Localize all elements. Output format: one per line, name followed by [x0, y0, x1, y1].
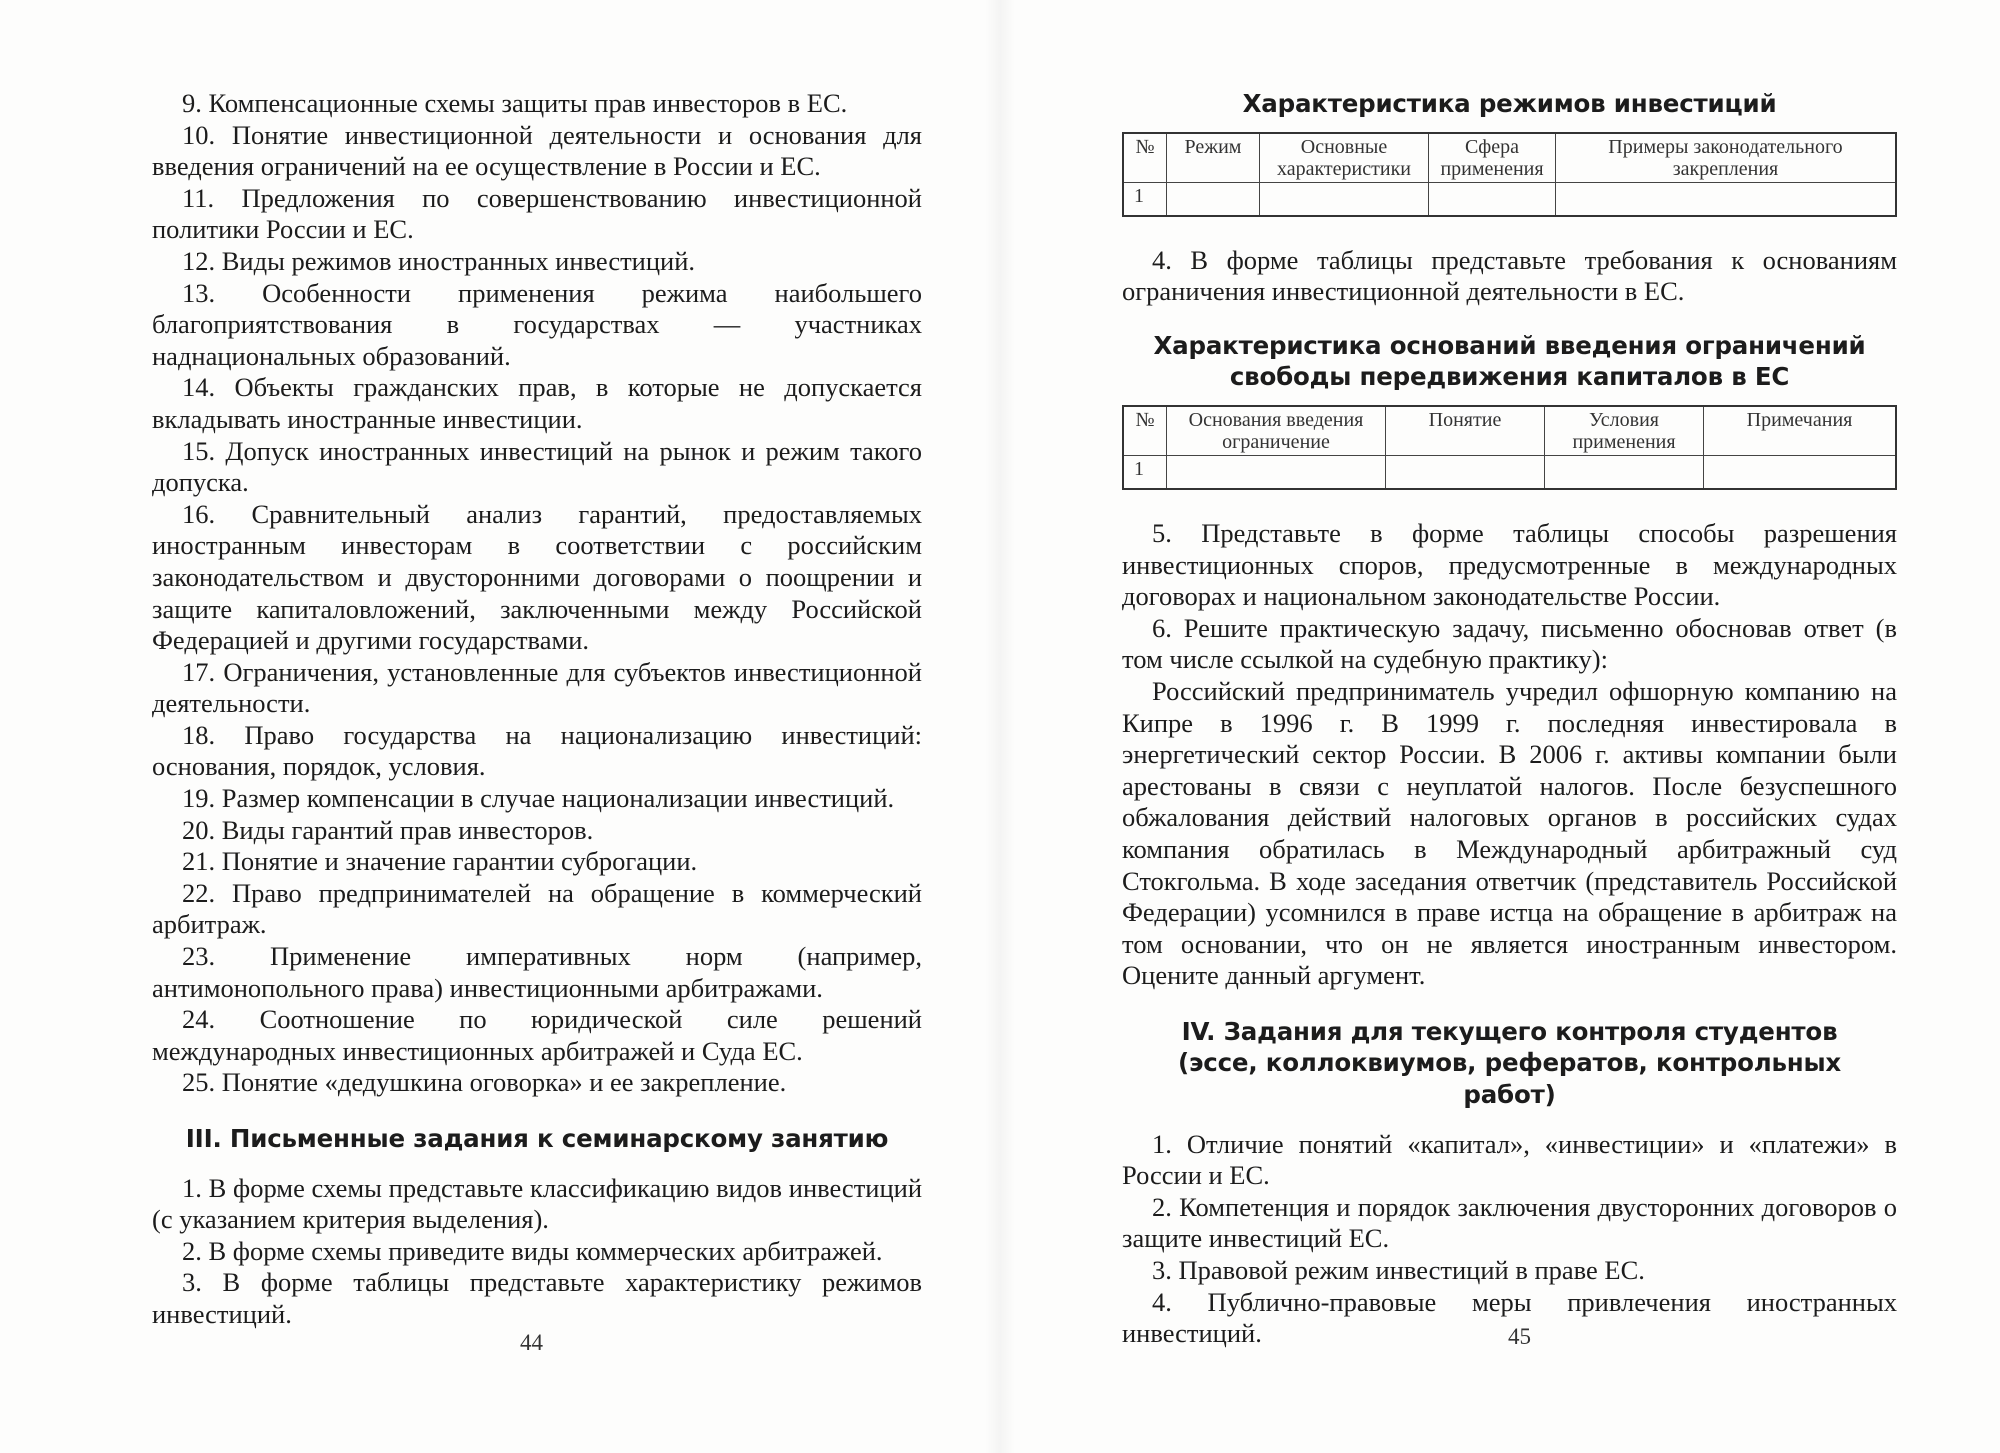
list-item: 16. Сравнительный анализ гарантий, предоставляемых иностранным инвесторам в соответствии с российским законодательством и двусторонними договорами о поощрении и защите капиталовложений, заключенными между Российской Федерацией и другими государствами.: [152, 498, 922, 656]
table-header-cell: Сфера применения: [1429, 133, 1556, 183]
table1-title: Характеристика режимов инвестиций: [1242, 89, 1777, 118]
table-cell: 1: [1123, 182, 1167, 216]
table-row: [1123, 455, 1896, 489]
table-cell: [1429, 182, 1556, 216]
list-item: 22. Право предпринимателей на обращение в коммерческий арбитраж.: [152, 877, 922, 940]
list-item: 17. Ограничения, установленные для субъектов инвестиционной деятельности.: [152, 656, 922, 719]
list-item: 21. Понятие и значение гарантии суброгации.: [182, 846, 698, 877]
list-item: 15. Допуск иностранных инвестиций на рынок и режим такого допуска.: [152, 435, 922, 498]
table-cell: [1556, 182, 1897, 216]
list-item: 2. Компетенция и порядок заключения двусторонних договоров о защите инвестиций ЕС.: [1122, 1191, 1897, 1254]
list-item: 19. Размер компенсации в случае национализации инвестиций.: [182, 783, 895, 814]
table-header-cell: Основные характеристики: [1260, 133, 1429, 183]
table-header-cell: №: [1123, 406, 1167, 456]
investment-regimes-table: [1122, 132, 1897, 217]
table-cell: [1545, 455, 1704, 489]
table-cell: [1167, 182, 1260, 216]
table-cell: 1: [1123, 455, 1167, 489]
task-item: 1. В форме схемы представьте классификацию видов инвестиций (с указанием критерия выделения).: [152, 1172, 922, 1235]
page-number-left: 44: [520, 1330, 543, 1355]
table-header-cell: Основания введения ограничение: [1167, 406, 1386, 456]
task-item: 5. Представьте в форме таблицы способы разрешения инвестиционных споров, предусмотренные в международных договорах и национальном законодательстве России.: [1122, 517, 1897, 612]
page-number-right: 45: [1508, 1324, 1531, 1349]
list-item: 11. Предложения по совершенствованию инвестиционной политики России и ЕС.: [152, 182, 922, 245]
list-item: 4. Публично-правовые меры привлечения иностранных инвестиций.: [1122, 1286, 1897, 1349]
table2-title: Характеристика оснований введения ограничений свободы передвижения капиталов в ЕС: [1153, 330, 1866, 392]
task-item: 3. В форме таблицы представьте характеристику режимов инвестиций.: [152, 1267, 922, 1329]
list-item: 23. Применение императивных норм (например, антимонопольного права) инвестиционными арбитражами.: [152, 941, 922, 1003]
section-heading-iii: III. Письменные задания к семинарскому занятию: [185, 1124, 889, 1153]
list-item: 18. Право государства на национализацию инвестиций: основания, порядок, условия.: [152, 719, 922, 782]
list-item: 10. Понятие инвестиционной деятельности и основания для введения ограничений на ее осуществление в России и ЕС.: [152, 119, 922, 182]
table-header-cell: Примеры законодательного закрепления: [1556, 133, 1897, 183]
table-header-cell: Режим: [1167, 133, 1260, 183]
table-cell: [1167, 455, 1386, 489]
list-item: 3. Правовой режим инвестиций в праве ЕС.: [1152, 1255, 1645, 1286]
section-heading-iv: IV. Задания для текущего контроля студентов (эссе, коллоквиумов, рефератов, контрольных работ): [1177, 1016, 1842, 1110]
list-item: 1. Отличие понятий «капитал», «инвестиции» и «платежи» в России и ЕС.: [1122, 1128, 1897, 1191]
table-cell: [1386, 455, 1545, 489]
list-item: 24. Соотношение по юридической силе решений международных инвестиционных арбитражей и Суда ЕС.: [152, 1004, 922, 1066]
table-header-cell: Примечания: [1704, 406, 1897, 456]
right-page: [1000, 0, 2000, 1453]
table-cell: [1704, 455, 1897, 489]
list-item: 12. Виды режимов иностранных инвестиций.: [182, 245, 696, 276]
task-item: 4. В форме таблицы представьте требования к основаниям ограничения инвестиционной деятельности в ЕС.: [1122, 244, 1897, 307]
list-item: 13. Особенности применения режима наибольшего благоприятствования в государствах — участниках наднациональных образований.: [152, 277, 922, 371]
case-text: Российский предприниматель учредил офшорную компанию на Кипре в 1996 г. В 1999 г. последняя инвестировала в энергетический сектор России. В 2006 г. активы компании были арестованы в связи с неуплатой налогов. После безуспешного обжалования действий налоговых органов в российских судах компания обратилась в Международный арбитражный суд Стокгольма. В ходе заседания ответчик (представитель Российской Федерации) усомнился в праве истца на обращение в арбитраж на том основании, что он не является иностранным инвестором. Оцените данный аргумент.: [1122, 675, 1897, 991]
table-header-cell: №: [1123, 133, 1167, 183]
list-item: 14. Объекты гражданских прав, в которые не допускается вкладывать иностранные инвестиции.: [152, 372, 922, 434]
task-item: 2. В форме схемы приведите виды коммерческих арбитражей.: [182, 1235, 883, 1266]
list-item: 25. Понятие «дедушкина оговорка» и ее закрепление.: [182, 1067, 787, 1098]
task-item: 6. Решите практическую задачу, письменно обосновав ответ (в том числе ссылкой на судебную практику):: [1122, 612, 1897, 675]
table-row: [1123, 182, 1896, 216]
table-cell: [1260, 182, 1429, 216]
table-header-cell: Понятие: [1386, 406, 1545, 456]
left-page-text: [152, 88, 922, 1331]
table-header-row: [1123, 406, 1896, 456]
capital-restrictions-table: [1122, 405, 1897, 490]
table-header-row: [1123, 133, 1896, 183]
right-page-text: [1122, 88, 1897, 1350]
list-item: 9. Компенсационные схемы защиты прав инвесторов в ЕС.: [182, 88, 848, 118]
table-header-cell: Условия применения: [1545, 406, 1704, 456]
list-item: 20. Виды гарантий прав инвесторов.: [182, 814, 594, 845]
